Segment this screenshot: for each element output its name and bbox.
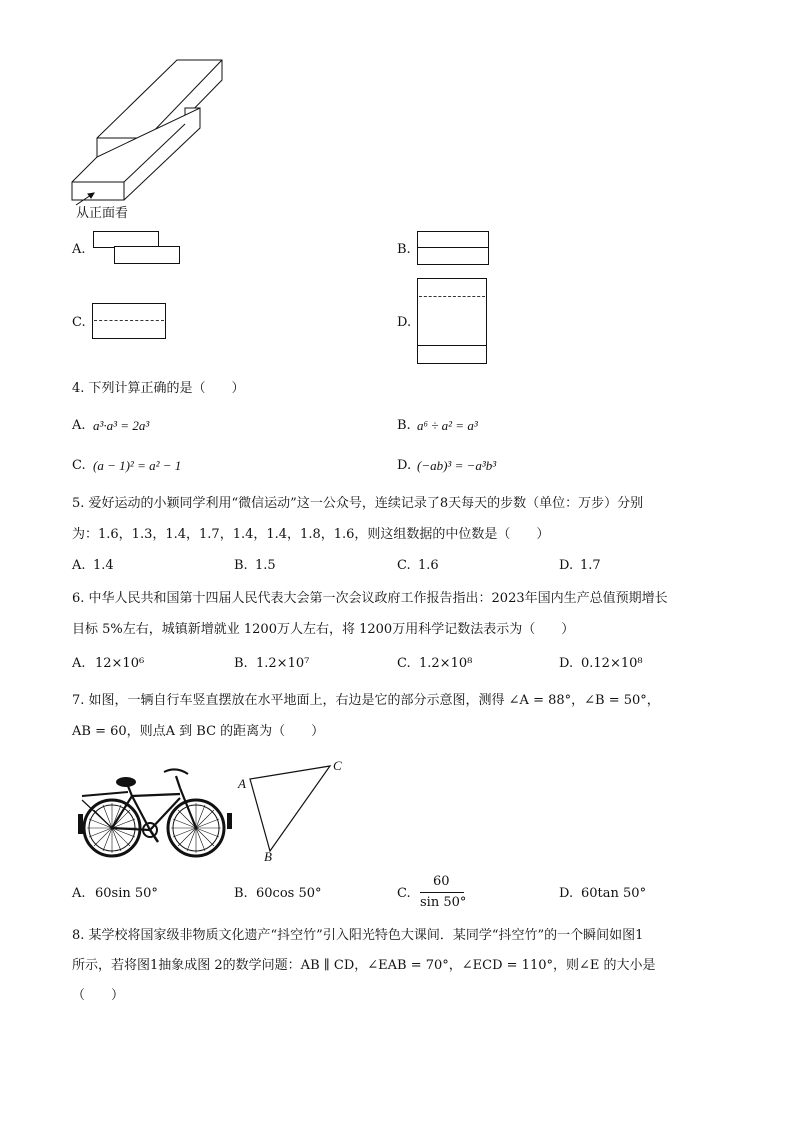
q7-option-c-denominator: sin 50° — [420, 895, 467, 910]
q7-option-c-fraction-bar — [420, 892, 464, 893]
point-b-label: B — [264, 849, 272, 864]
q7-option-b-key: B. — [234, 886, 248, 901]
q7-option-a-text: 60sin 50° — [95, 886, 158, 901]
q3-option-b-divider — [417, 247, 488, 248]
q7-option-d-text: 60tan 50° — [581, 886, 647, 901]
q5-option-b-text: 1.5 — [255, 558, 276, 573]
q7-option-c-numerator: 60 — [433, 874, 450, 889]
q3-option-b-key: B. — [397, 242, 411, 257]
q7-option-d-key: D. — [559, 886, 574, 901]
q6-stem-line1: 6. 中华人民共和国第十四届人民代表大会第一次会议政府工作报告指出：2023年国内生产总值预期增长 — [72, 591, 668, 606]
q4-stem: 4. 下列计算正确的是（ ） — [72, 381, 245, 396]
q3-option-a-key: A. — [72, 242, 86, 257]
q3-option-a-rect-lower — [114, 246, 180, 264]
q6-option-b-key: B. — [234, 656, 248, 671]
point-a-label: A — [238, 776, 246, 791]
q7-option-c-key: C. — [397, 886, 411, 901]
q6-option-c-text: 1.2×10⁸ — [419, 656, 473, 671]
q6-stem-line2: 目标 5%左右，城镇新增就业 1200万人左右，将 1200万用科学记数法表示为（ ） — [72, 622, 575, 637]
q3-option-c-hidden-line — [94, 320, 164, 321]
q4-option-d-text: (−ab)³ = −a³b³ — [417, 458, 497, 473]
q6-option-c-key: C. — [397, 656, 411, 671]
q3-option-d-rect — [417, 278, 487, 364]
q3-option-d-hidden-line — [419, 296, 485, 297]
q5-option-d-key: D. — [559, 558, 574, 573]
q8-stem-line3: （ ） — [72, 988, 125, 1003]
q3-option-c-rect — [92, 303, 166, 339]
q7-option-a-key: A. — [72, 886, 86, 901]
q6-option-a-text: 12×10⁶ — [95, 656, 145, 671]
q5-stem-line1: 5. 爱好运动的小颖同学利用“微信运动”这一公众号，连续记录了8天每天的步数（单位：万步）分别 — [72, 496, 644, 511]
q8-stem-line1: 8. 某学校将国家级非物质文化遗产“抖空竹”引入阳光特色大课间．某同学“抖空竹”的一个瞬间如图1 — [72, 928, 644, 943]
q7-stem-line1: 7. 如图，一辆自行车竖直摆放在水平地面上，右边是它的部分示意图，测得 ∠A = 88°，∠B = 50°， — [72, 693, 660, 708]
q4-option-c-text: (a − 1)² = a² − 1 — [93, 458, 182, 473]
q4-option-b-key: B. — [397, 418, 411, 433]
q5-option-a-key: A. — [72, 558, 86, 573]
q6-option-d-text: 0.12×10⁸ — [581, 656, 643, 671]
q4-option-b-text: a⁶ ÷ a² = a³ — [417, 418, 478, 433]
q7-option-b-text: 60cos 50° — [256, 886, 322, 901]
q3-option-d-key: D. — [397, 315, 412, 330]
q4-option-a-text: a³·a³ = 2a³ — [93, 418, 150, 433]
q5-option-c-key: C. — [397, 558, 411, 573]
view-direction-label: 从正面看 — [76, 206, 129, 221]
q3-option-c-key: C. — [72, 315, 86, 330]
q6-option-d-key: D. — [559, 656, 574, 671]
q6-option-b-text: 1.2×10⁷ — [256, 656, 310, 671]
q5-stem-line2: 为：1.6，1.3，1.4，1.7，1.4，1.4，1.8，1.6，则这组数据的中位数是（ ） — [72, 527, 550, 542]
q8-stem-line2: 所示，若将图1抽象成图 2的数学问题：AB ∥ CD，∠EAB = 70°，∠ECD = 110°，则∠E 的大小是 — [72, 958, 656, 973]
q3-option-b-rect — [417, 231, 489, 265]
q5-option-a-text: 1.4 — [93, 558, 114, 573]
q5-option-d-text: 1.7 — [580, 558, 601, 573]
point-c-label: C — [333, 758, 342, 773]
q4-option-c-key: C. — [72, 458, 86, 473]
q4-option-d-key: D. — [397, 458, 412, 473]
q5-option-c-text: 1.6 — [418, 558, 439, 573]
bicycle-illustration — [72, 758, 232, 858]
q5-option-b-key: B. — [234, 558, 248, 573]
q7-stem-line2: AB = 60，则点A 到 BC 的距离为（ ） — [72, 724, 325, 739]
q6-option-a-key: A. — [72, 656, 86, 671]
q4-option-a-key: A. — [72, 418, 86, 433]
triangle-abc-diagram — [234, 753, 344, 863]
q3-option-d-divider — [417, 345, 486, 346]
